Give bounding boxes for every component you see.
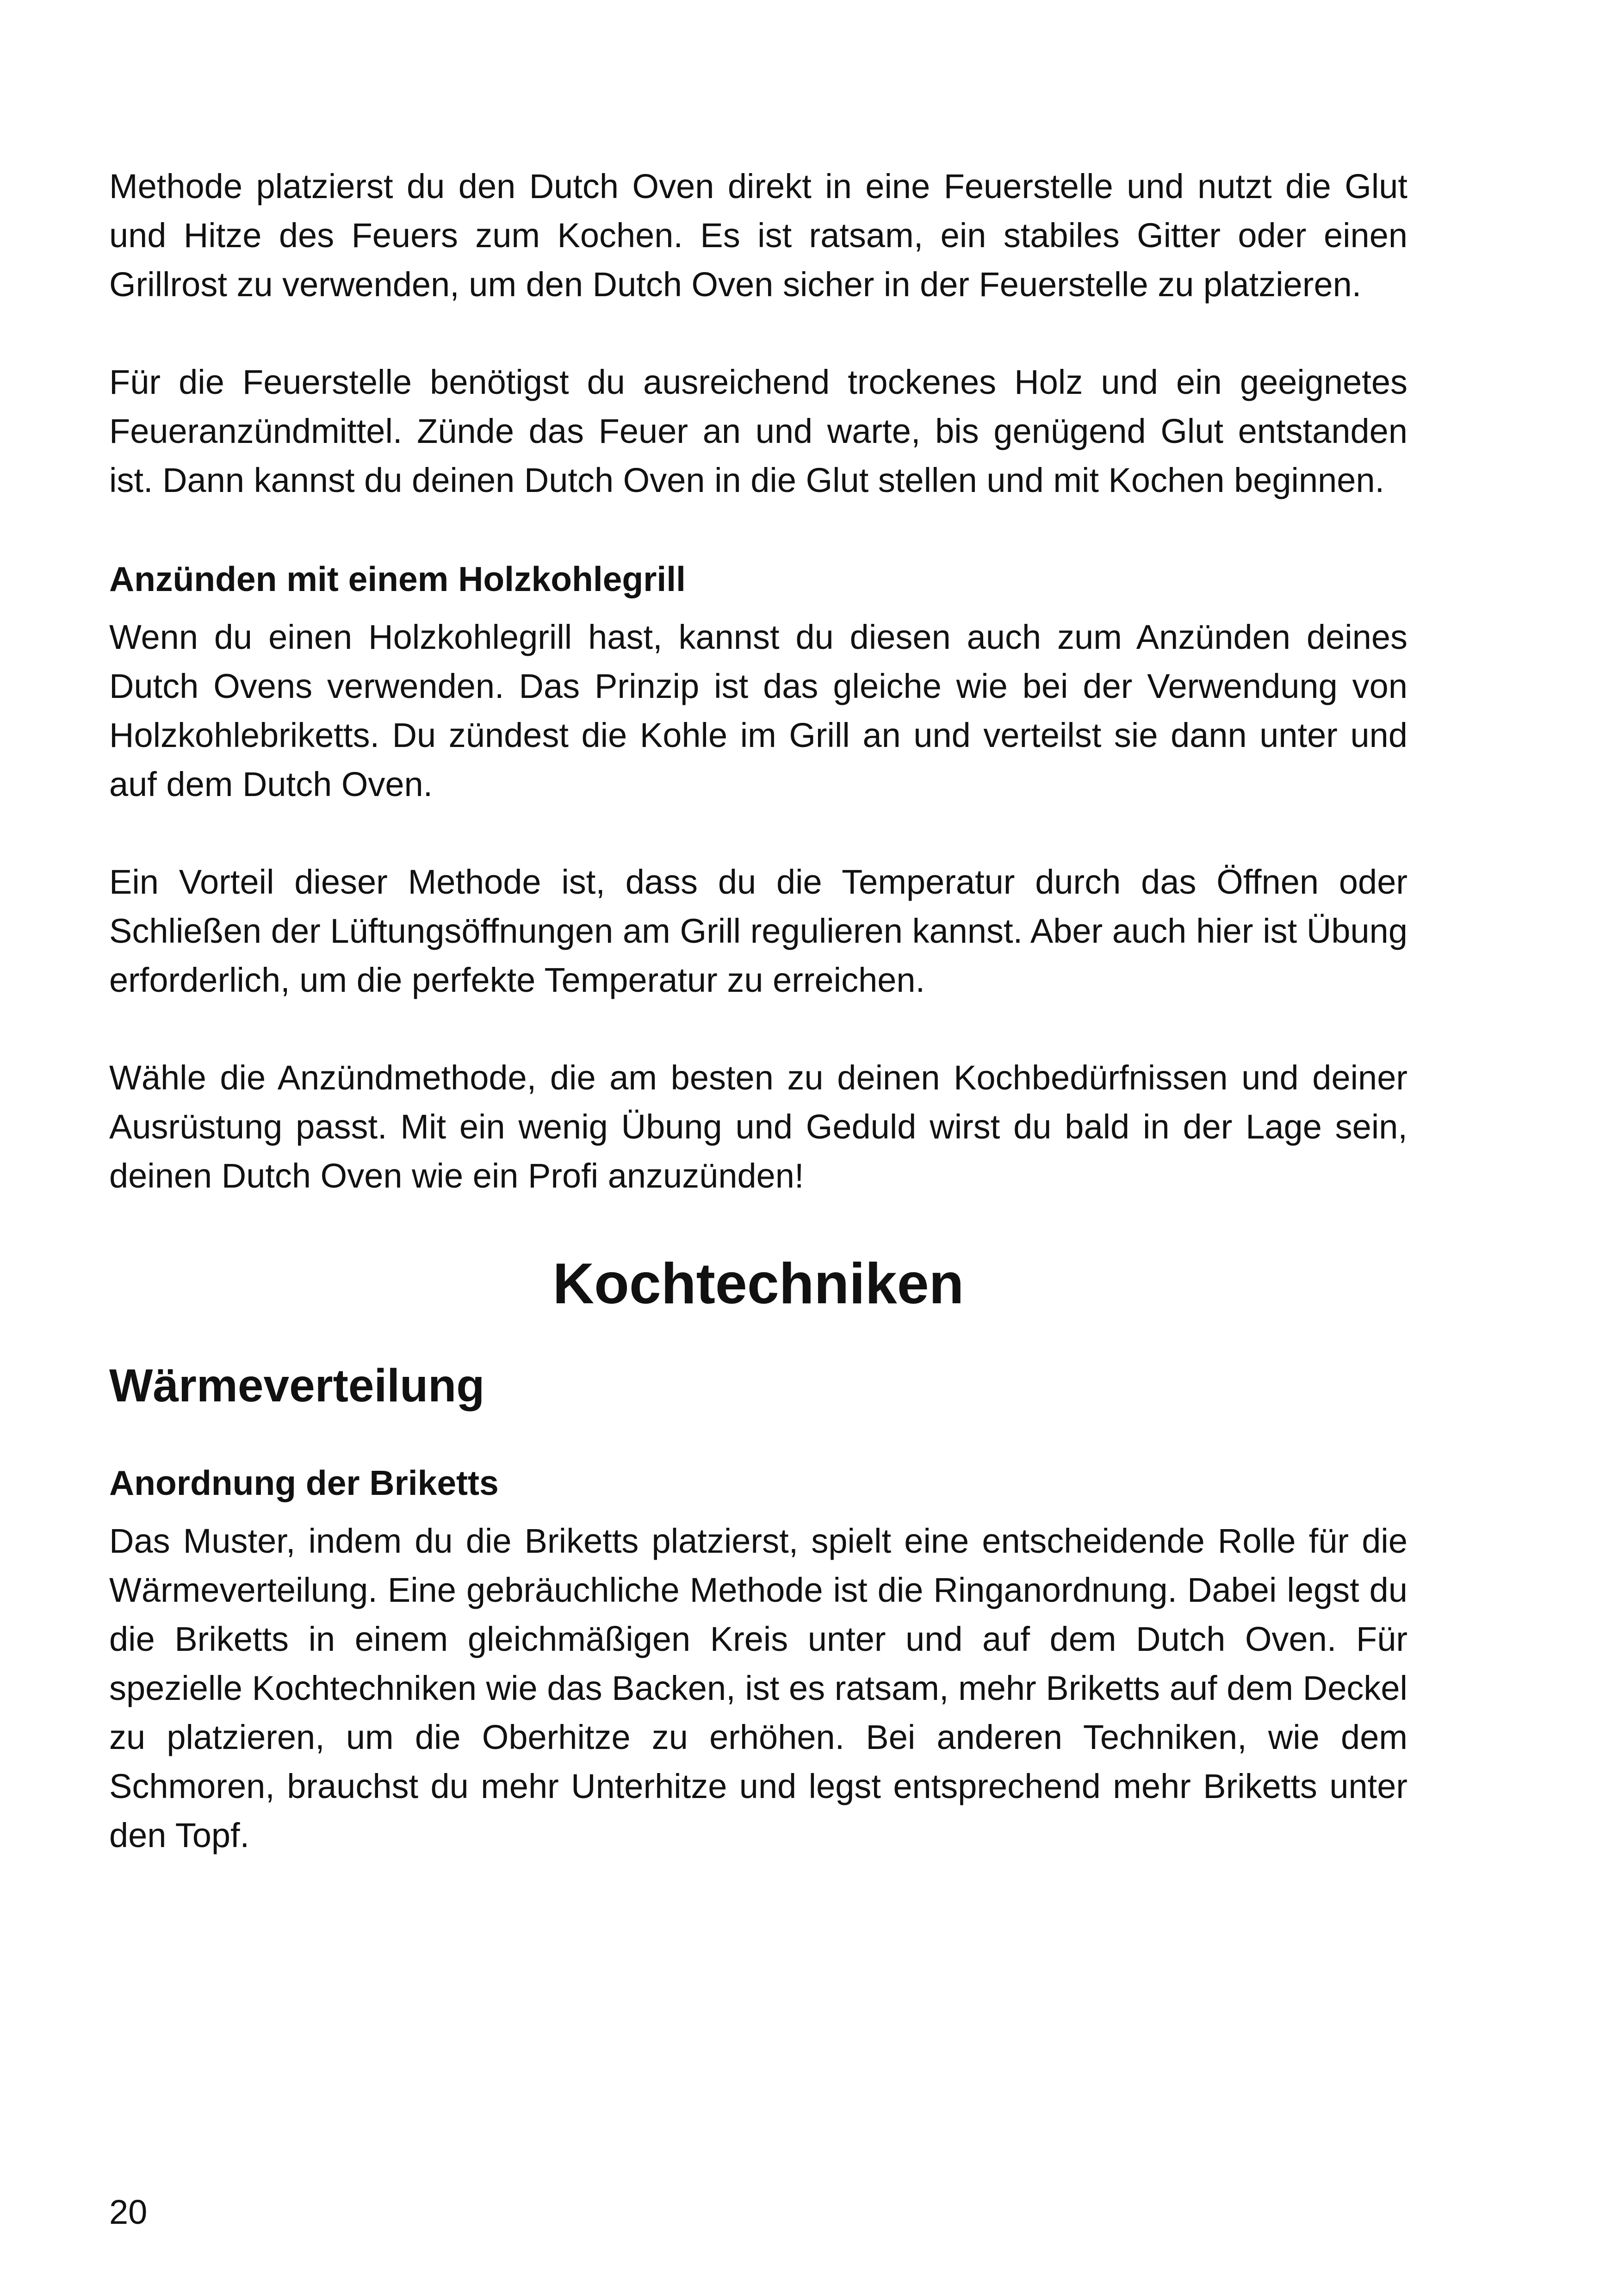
heading-holzkohlegrill: Anzünden mit einem Holzkohlegrill (109, 560, 686, 598)
paragraph-holzkohlegrill-2: Ein Vorteil dieser Methode ist, dass du die Temperatur durch das Öffnen oder Schließen der Lüftungsöffnungen am Grill regulieren kannst. Aber auch hier ist Übung erforderlich, um die perfekte Temperatur zu erreichen. (109, 863, 1407, 999)
paragraph-anordnung-briketts: Das Muster, indem du die Briketts platzierst, spielt eine entscheidende Rolle für die Wärmeverteilung. Eine gebräuchliche Methode ist die Ringanordnung. Dabei legst du die Briketts in einem gleichmäßigen Kreis unter und auf dem Dutch Oven. Für spezielle Kochtechniken wie das Backen, ist es ratsam, mehr Briketts auf dem Deckel zu platzieren, um die Oberhitze zu erhöhen. Bei anderen Techniken, wie dem Schmoren, brauchst du mehr Unterhitze und legst entsprechend mehr Briketts unter den Topf. (109, 1522, 1407, 1854)
page-content (109, 162, 1407, 1909)
heading-anordnung-briketts: Anordnung der Briketts (109, 1463, 499, 1502)
paragraph-feuerstelle-holz: Für die Feuerstelle benötigst du ausreichend trockenes Holz und ein geeignetes Feueranzündmittel. Zünde das Feuer an und warte, bis genügend Glut entstanden ist. Dann kannst du deinen Dutch Oven in die Glut stellen und mit Kochen beginnen. (109, 363, 1407, 499)
page-number: 20 (109, 2193, 148, 2231)
paragraph-feuerstelle-intro: Methode platzierst du den Dutch Oven direkt in eine Feuerstelle und nutzt die Glut und Hitze des Feuers zum Kochen. Es ist ratsam, ein stabiles Gitter oder einen Grillrost zu verwenden, um den Dutch Oven sicher in der Feuerstelle zu platzieren. (109, 167, 1407, 304)
section-title: Wärmeverteilung (109, 1360, 485, 1412)
chapter-title: Kochtechniken (552, 1252, 964, 1316)
paragraph-holzkohlegrill-1: Wenn du einen Holzkohlegrill hast, kannst du diesen auch zum Anzünden deines Dutch Ovens verwenden. Das Prinzip ist das gleiche wie bei der Verwendung von Holzkohlebriketts. Du zündest die Kohle im Grill an und verteilst sie dann unter und auf dem Dutch Oven. (109, 618, 1407, 803)
paragraph-holzkohlegrill-3: Wähle die Anzündmethode, die am besten zu deinen Kochbedürfnissen und deiner Ausrüstung passt. Mit ein wenig Übung und Geduld wirst du bald in der Lage sein, deinen Dutch Oven wie ein Profi anzuzünden! (109, 1058, 1407, 1195)
